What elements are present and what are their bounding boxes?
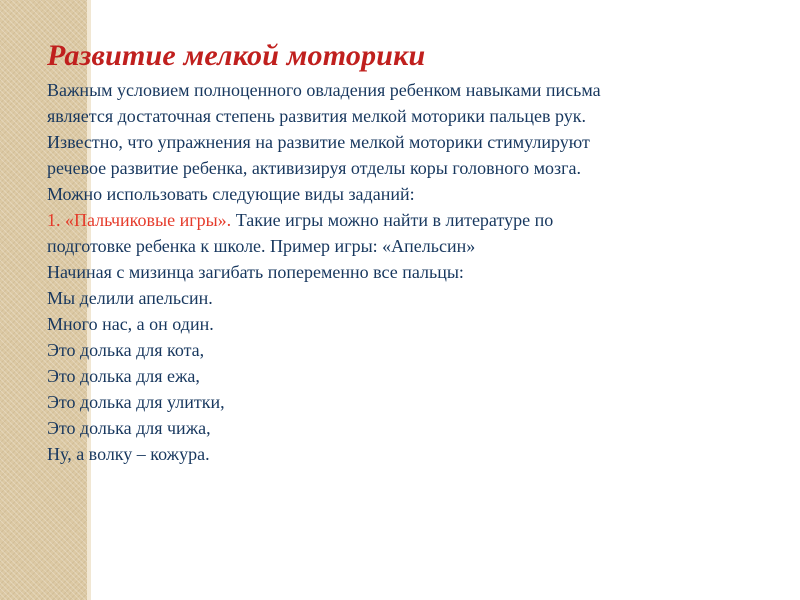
- poem-line: Ну, а волку – кожура.: [47, 444, 210, 464]
- paragraph-line: является достаточная степень развития мелкой моторики пальцев рук.: [47, 106, 587, 126]
- slide-body: [47, 77, 767, 467]
- poem-line: Это долька для кота,: [47, 340, 205, 360]
- list-item-1-text: Такие игры можно найти в литературе по: [231, 210, 554, 230]
- paragraph-line: Важным условием полноценного овладения ребенком навыками письма: [47, 80, 601, 100]
- slide-title: Развитие мелкой моторики: [47, 39, 426, 72]
- paragraph-line: речевое развитие ребенка, активизируя отделы коры головного мозга.: [47, 158, 582, 178]
- game-instruction: Начиная с мизинца загибать попеременно все пальцы:: [47, 262, 464, 282]
- poem-line: Много нас, а он один.: [47, 314, 214, 334]
- slide-content: [47, 36, 767, 467]
- list-item-1: [47, 207, 767, 233]
- poem-line: Это долька для улитки,: [47, 392, 225, 412]
- poem-line: Это долька для ежа,: [47, 366, 200, 386]
- list-item-1-heading: 1. «Пальчиковые игры».: [47, 210, 232, 230]
- poem-line: Это долька для чижа,: [47, 418, 211, 438]
- list-item-1-continuation: подготовке ребенка к школе. Пример игры: «Апельсин»: [47, 236, 476, 256]
- paragraph-line: Можно использовать следующие виды заданий:: [47, 184, 415, 204]
- paragraph-line: Известно, что упражнения на развитие мелкой моторики стимулируют: [47, 132, 590, 152]
- poem-line: Мы делили апельсин.: [47, 288, 213, 308]
